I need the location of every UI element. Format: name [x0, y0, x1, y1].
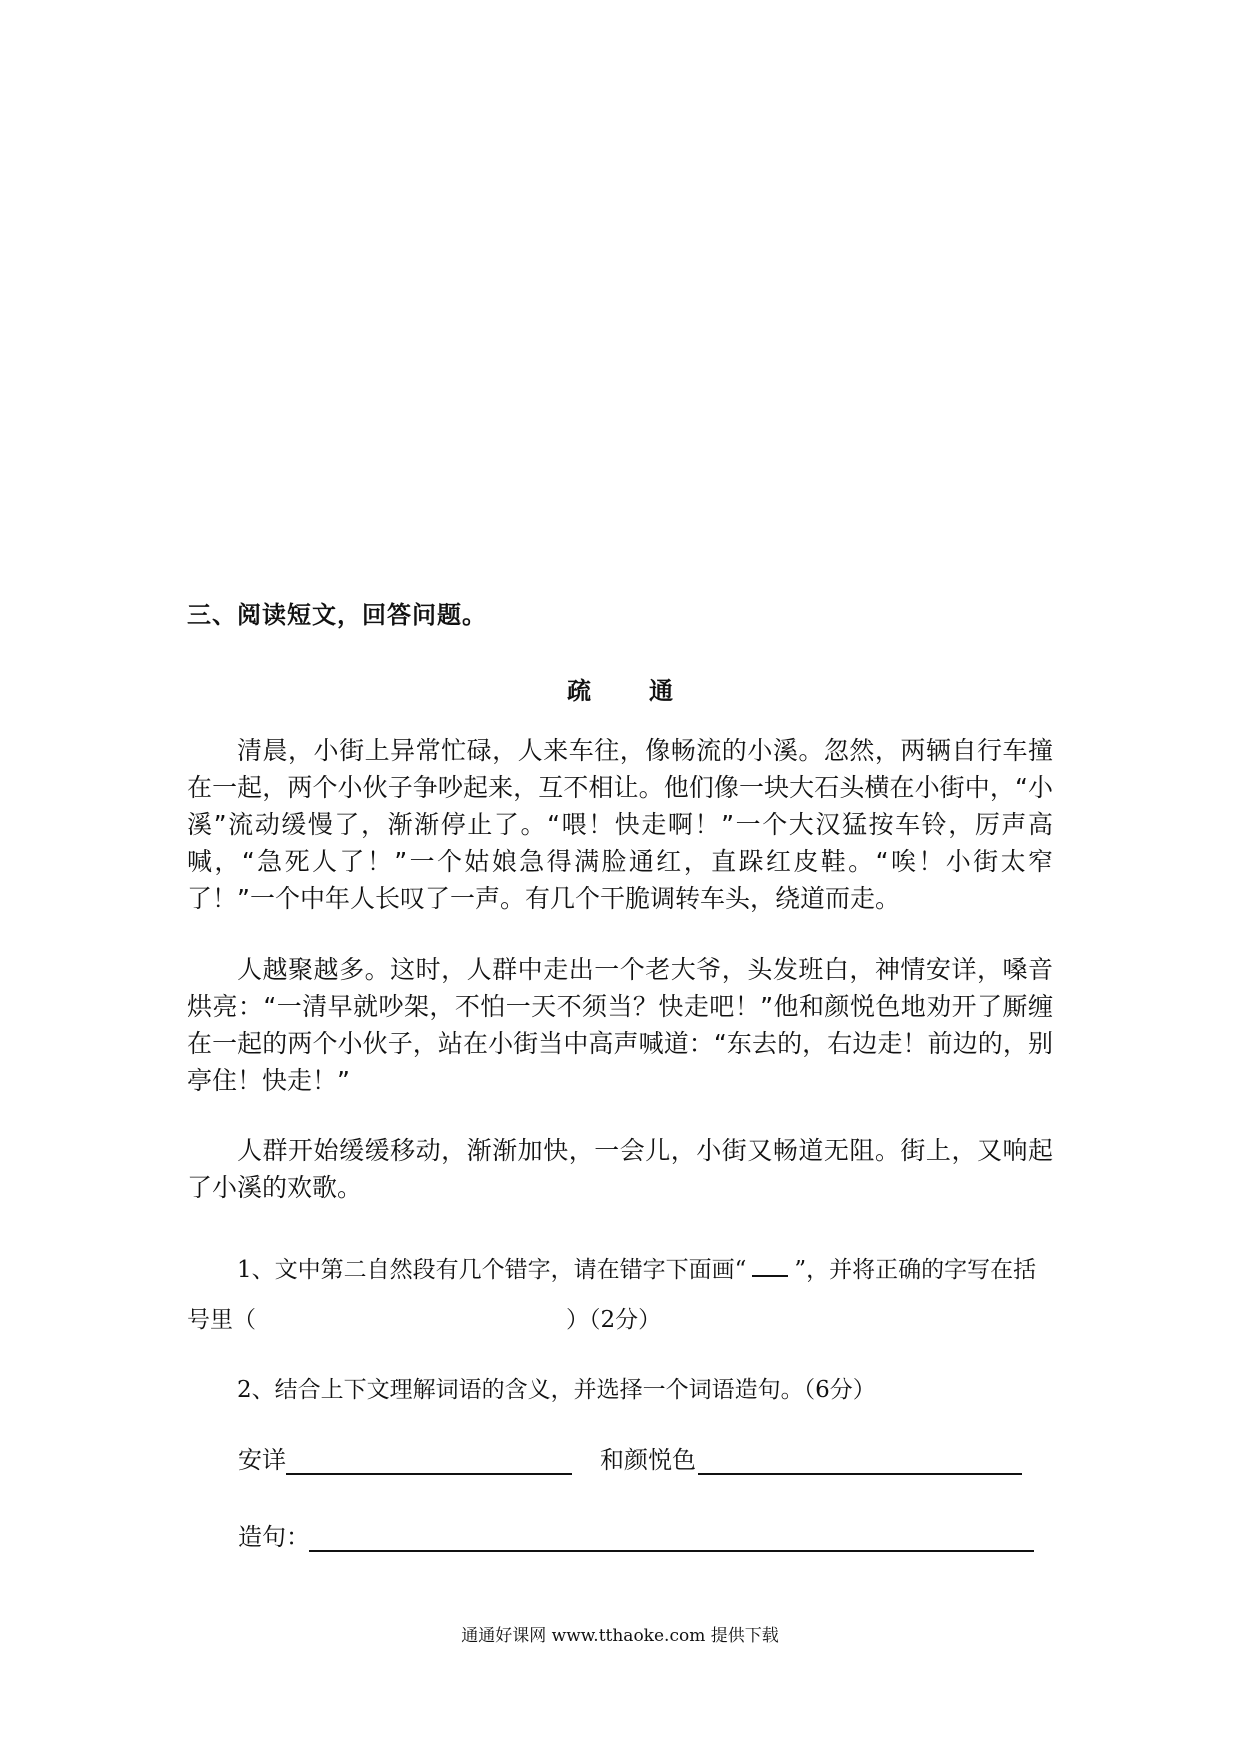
answer-line-sentence[interactable]	[309, 1550, 1034, 1552]
question-1-text-c: ）（2分）	[566, 1307, 662, 1333]
question-2: 2、结合上下文理解词语的含义，并选择一个词语造句。（6分）	[237, 1377, 876, 1403]
footer-credit: 通通好课网 www.tthaoke.com 提供下载	[461, 1626, 779, 1646]
article-paragraph-2: 人越聚越多。这时，人群中走出一个老大爷，头发班白，神情安详，嗓音烘亮：“一清早就吵架，不怕一天不须当？快走吧！”他和颜悦色地劝开了厮缠在一起的两个小伙子，站在小街当中高声喊道：“东去的，右边走！前边的，别亭住！快走！”	[187, 955, 1053, 1095]
word-label-anxiang: 安详	[238, 1446, 286, 1474]
article-title-char-2: 通	[649, 677, 673, 705]
answer-line-heyanyuese[interactable]	[698, 1473, 1022, 1475]
section-heading: 三、阅读短文，回答问题。	[187, 601, 487, 629]
question-1-text-b: ”，并将正确的字写在括号里（	[187, 1257, 1037, 1333]
question-1-text-a: 1、文中第二自然段有几个错字，请在错字下面画“	[237, 1257, 747, 1283]
answer-line-anxiang[interactable]	[286, 1473, 572, 1475]
article-title-char-1: 疏	[567, 677, 591, 705]
article-paragraph-3: 人群开始缓缓移动，渐渐加快，一会儿，小街又畅道无阻。街上，又响起了小溪的欢歌。	[187, 1136, 1053, 1202]
article-paragraph-1: 清晨，小街上异常忙碌，人来车往，像畅流的小溪。忽然，两辆自行车撞在一起，两个小伙子争吵起来，互不相让。他们像一块大石头横在小街中，“小溪”流动缓慢了，渐渐停止了。“喂！快走啊！”一个大汉猛按车铃，厉声高喊，“急死人了！”一个姑娘急得满脸通红，直跺红皮鞋。“唉！小街太窄了！”一个中年人长叹了一声。有几个干脆调转车头，绕道而走。	[187, 736, 1053, 913]
word-label-heyanyuese: 和颜悦色	[600, 1446, 696, 1474]
sentence-label: 造句：	[238, 1523, 310, 1551]
question-1	[187, 1245, 1053, 1345]
article-title	[0, 671, 1240, 706]
underline-mark-sample	[752, 1253, 788, 1277]
